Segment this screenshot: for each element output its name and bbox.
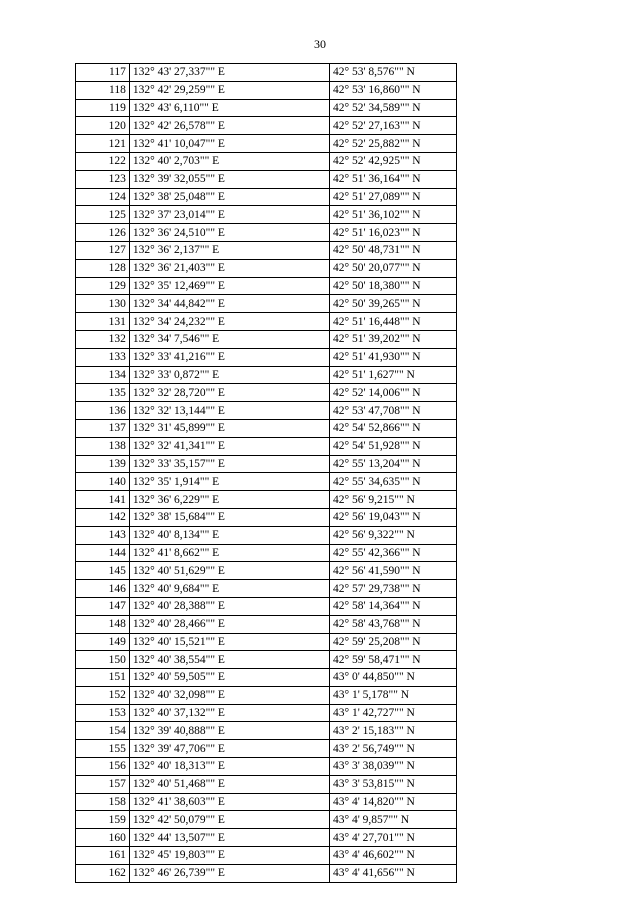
point-number-cell: 151 (76, 669, 130, 687)
latitude-cell: 43° 4' 14,820"" N (329, 793, 456, 811)
latitude-cell: 42° 56' 9,215"" N (329, 491, 456, 509)
table-row (76, 384, 457, 402)
longitude-cell: 132° 36' 6,229"" E (129, 491, 329, 509)
latitude-cell: 42° 51' 36,164"" N (329, 170, 456, 188)
longitude-cell: 132° 40' 2,703"" E (129, 152, 329, 170)
table-row (76, 562, 457, 580)
latitude-cell: 42° 51' 39,202"" N (329, 330, 456, 348)
point-number-cell: 133 (76, 348, 130, 366)
table-row (76, 437, 457, 455)
longitude-cell: 132° 35' 12,469"" E (129, 277, 329, 295)
point-number-cell: 157 (76, 775, 130, 793)
point-number-cell: 156 (76, 758, 130, 776)
latitude-cell: 42° 58' 43,768"" N (329, 615, 456, 633)
point-number-cell: 158 (76, 793, 130, 811)
latitude-cell: 42° 59' 58,471"" N (329, 651, 456, 669)
latitude-cell: 42° 51' 36,102"" N (329, 206, 456, 224)
longitude-cell: 132° 40' 28,466"" E (129, 615, 329, 633)
longitude-cell: 132° 40' 9,684"" E (129, 580, 329, 598)
table-row (76, 366, 457, 384)
longitude-cell: 132° 32' 28,720"" E (129, 384, 329, 402)
table-row (76, 580, 457, 598)
longitude-cell: 132° 36' 21,403"" E (129, 259, 329, 277)
table-row (76, 544, 457, 562)
point-number-cell: 139 (76, 455, 130, 473)
longitude-cell: 132° 37' 23,014"" E (129, 206, 329, 224)
latitude-cell: 42° 53' 8,576"" N (329, 64, 456, 82)
longitude-cell: 132° 42' 50,079"" E (129, 811, 329, 829)
coordinates-table-body (76, 64, 457, 883)
table-row (76, 775, 457, 793)
point-number-cell: 122 (76, 152, 130, 170)
point-number-cell: 119 (76, 99, 130, 117)
longitude-cell: 132° 33' 35,157"" E (129, 455, 329, 473)
table-row (76, 864, 457, 882)
point-number-cell: 124 (76, 188, 130, 206)
point-number-cell: 144 (76, 544, 130, 562)
longitude-cell: 132° 39' 40,888"" E (129, 722, 329, 740)
longitude-cell: 132° 34' 7,546"" E (129, 330, 329, 348)
point-number-cell: 128 (76, 259, 130, 277)
longitude-cell: 132° 33' 41,216"" E (129, 348, 329, 366)
latitude-cell: 42° 52' 42,925"" N (329, 152, 456, 170)
latitude-cell: 43° 2' 56,749"" N (329, 740, 456, 758)
table-row (76, 793, 457, 811)
longitude-cell: 132° 41' 8,662"" E (129, 544, 329, 562)
table-row (76, 633, 457, 651)
point-number-cell: 132 (76, 330, 130, 348)
longitude-cell: 132° 43' 27,337"" E (129, 64, 329, 82)
point-number-cell: 125 (76, 206, 130, 224)
point-number-cell: 127 (76, 241, 130, 259)
table-row (76, 526, 457, 544)
longitude-cell: 132° 40' 38,554"" E (129, 651, 329, 669)
table-row (76, 508, 457, 526)
point-number-cell: 121 (76, 135, 130, 153)
table-row (76, 651, 457, 669)
latitude-cell: 42° 52' 27,163"" N (329, 117, 456, 135)
table-row (76, 313, 457, 331)
latitude-cell: 43° 4' 27,701"" N (329, 829, 456, 847)
longitude-cell: 132° 31' 45,899"" E (129, 419, 329, 437)
latitude-cell: 42° 56' 41,590"" N (329, 562, 456, 580)
point-number-cell: 142 (76, 508, 130, 526)
latitude-cell: 42° 52' 25,882"" N (329, 135, 456, 153)
longitude-cell: 132° 34' 44,842"" E (129, 295, 329, 313)
longitude-cell: 132° 40' 15,521"" E (129, 633, 329, 651)
table-row (76, 295, 457, 313)
point-number-cell: 134 (76, 366, 130, 384)
table-row (76, 597, 457, 615)
longitude-cell: 132° 43' 6,110"" E (129, 99, 329, 117)
table-row (76, 117, 457, 135)
latitude-cell: 43° 2' 15,183"" N (329, 722, 456, 740)
latitude-cell: 43° 3' 38,039"" N (329, 758, 456, 776)
longitude-cell: 132° 32' 13,144"" E (129, 402, 329, 420)
latitude-cell: 42° 51' 41,930"" N (329, 348, 456, 366)
point-number-cell: 117 (76, 64, 130, 82)
latitude-cell: 42° 55' 42,366"" N (329, 544, 456, 562)
point-number-cell: 118 (76, 81, 130, 99)
longitude-cell: 132° 35' 1,914"" E (129, 473, 329, 491)
point-number-cell: 131 (76, 313, 130, 331)
point-number-cell: 150 (76, 651, 130, 669)
table-row (76, 152, 457, 170)
table-row (76, 81, 457, 99)
point-number-cell: 161 (76, 847, 130, 865)
point-number-cell: 146 (76, 580, 130, 598)
longitude-cell: 132° 40' 59,505"" E (129, 669, 329, 687)
latitude-cell: 42° 53' 47,708"" N (329, 402, 456, 420)
latitude-cell: 42° 55' 13,204"" N (329, 455, 456, 473)
latitude-cell: 42° 56' 19,043"" N (329, 508, 456, 526)
longitude-cell: 132° 41' 10,047"" E (129, 135, 329, 153)
table-row (76, 615, 457, 633)
point-number-cell: 154 (76, 722, 130, 740)
table-row (76, 847, 457, 865)
longitude-cell: 132° 46' 26,739"" E (129, 864, 329, 882)
latitude-cell: 42° 52' 34,589"" N (329, 99, 456, 117)
table-row (76, 704, 457, 722)
longitude-cell: 132° 36' 24,510"" E (129, 224, 329, 242)
point-number-cell: 143 (76, 526, 130, 544)
latitude-cell: 42° 54' 51,928"" N (329, 437, 456, 455)
latitude-cell: 42° 50' 18,380"" N (329, 277, 456, 295)
longitude-cell: 132° 42' 29,259"" E (129, 81, 329, 99)
point-number-cell: 147 (76, 597, 130, 615)
table-row (76, 455, 457, 473)
longitude-cell: 132° 40' 18,313"" E (129, 758, 329, 776)
longitude-cell: 132° 38' 25,048"" E (129, 188, 329, 206)
table-row (76, 188, 457, 206)
longitude-cell: 132° 40' 32,098"" E (129, 686, 329, 704)
point-number-cell: 136 (76, 402, 130, 420)
point-number-cell: 130 (76, 295, 130, 313)
table-row (76, 740, 457, 758)
latitude-cell: 42° 51' 16,448"" N (329, 313, 456, 331)
table-row (76, 473, 457, 491)
table-row (76, 241, 457, 259)
table-row (76, 758, 457, 776)
latitude-cell: 42° 58' 14,364"" N (329, 597, 456, 615)
page-number: 30 (314, 37, 326, 51)
table-row (76, 669, 457, 687)
point-number-cell: 149 (76, 633, 130, 651)
point-number-cell: 148 (76, 615, 130, 633)
table-row (76, 277, 457, 295)
latitude-cell: 42° 59' 25,208"" N (329, 633, 456, 651)
longitude-cell: 132° 44' 13,507"" E (129, 829, 329, 847)
table-row (76, 224, 457, 242)
longitude-cell: 132° 40' 8,134"" E (129, 526, 329, 544)
latitude-cell: 43° 3' 53,815"" N (329, 775, 456, 793)
longitude-cell: 132° 32' 41,341"" E (129, 437, 329, 455)
latitude-cell: 42° 54' 52,866"" N (329, 419, 456, 437)
longitude-cell: 132° 40' 37,132"" E (129, 704, 329, 722)
longitude-cell: 132° 41' 38,603"" E (129, 793, 329, 811)
point-number-cell: 152 (76, 686, 130, 704)
longitude-cell: 132° 45' 19,803"" E (129, 847, 329, 865)
longitude-cell: 132° 34' 24,232"" E (129, 313, 329, 331)
table-row (76, 170, 457, 188)
point-number-cell: 155 (76, 740, 130, 758)
latitude-cell: 42° 50' 20,077"" N (329, 259, 456, 277)
longitude-cell: 132° 39' 32,055"" E (129, 170, 329, 188)
longitude-cell: 132° 33' 0,872"" E (129, 366, 329, 384)
point-number-cell: 159 (76, 811, 130, 829)
longitude-cell: 132° 40' 51,468"" E (129, 775, 329, 793)
latitude-cell: 43° 4' 46,602"" N (329, 847, 456, 865)
point-number-cell: 153 (76, 704, 130, 722)
table-row (76, 330, 457, 348)
coordinates-table (75, 63, 457, 883)
longitude-cell: 132° 40' 51,629"" E (129, 562, 329, 580)
latitude-cell: 42° 50' 39,265"" N (329, 295, 456, 313)
point-number-cell: 120 (76, 117, 130, 135)
table-row (76, 686, 457, 704)
point-number-cell: 138 (76, 437, 130, 455)
latitude-cell: 43° 1' 5,178"" N (329, 686, 456, 704)
longitude-cell: 132° 39' 47,706"" E (129, 740, 329, 758)
table-row (76, 419, 457, 437)
table-row (76, 135, 457, 153)
table-row (76, 811, 457, 829)
table-row (76, 348, 457, 366)
longitude-cell: 132° 40' 28,388"" E (129, 597, 329, 615)
table-row (76, 64, 457, 82)
latitude-cell: 42° 51' 1,627"" N (329, 366, 456, 384)
latitude-cell: 43° 0' 44,850"" N (329, 669, 456, 687)
latitude-cell: 42° 52' 14,006"" N (329, 384, 456, 402)
table-row (76, 99, 457, 117)
table-row (76, 402, 457, 420)
point-number-cell: 141 (76, 491, 130, 509)
table-row (76, 259, 457, 277)
table-row (76, 206, 457, 224)
point-number-cell: 140 (76, 473, 130, 491)
table-row (76, 829, 457, 847)
latitude-cell: 43° 4' 9,857"" N (329, 811, 456, 829)
point-number-cell: 137 (76, 419, 130, 437)
latitude-cell: 42° 51' 27,089"" N (329, 188, 456, 206)
point-number-cell: 160 (76, 829, 130, 847)
latitude-cell: 43° 4' 41,656"" N (329, 864, 456, 882)
point-number-cell: 123 (76, 170, 130, 188)
longitude-cell: 132° 42' 26,578"" E (129, 117, 329, 135)
point-number-cell: 126 (76, 224, 130, 242)
table-row (76, 722, 457, 740)
latitude-cell: 42° 56' 9,322"" N (329, 526, 456, 544)
latitude-cell: 42° 53' 16,860"" N (329, 81, 456, 99)
point-number-cell: 135 (76, 384, 130, 402)
longitude-cell: 132° 38' 15,684"" E (129, 508, 329, 526)
latitude-cell: 42° 51' 16,023"" N (329, 224, 456, 242)
point-number-cell: 162 (76, 864, 130, 882)
point-number-cell: 129 (76, 277, 130, 295)
latitude-cell: 42° 50' 48,731"" N (329, 241, 456, 259)
latitude-cell: 42° 55' 34,635"" N (329, 473, 456, 491)
point-number-cell: 145 (76, 562, 130, 580)
longitude-cell: 132° 36' 2,137"" E (129, 241, 329, 259)
latitude-cell: 42° 57' 29,738"" N (329, 580, 456, 598)
table-row (76, 491, 457, 509)
latitude-cell: 43° 1' 42,727"" N (329, 704, 456, 722)
